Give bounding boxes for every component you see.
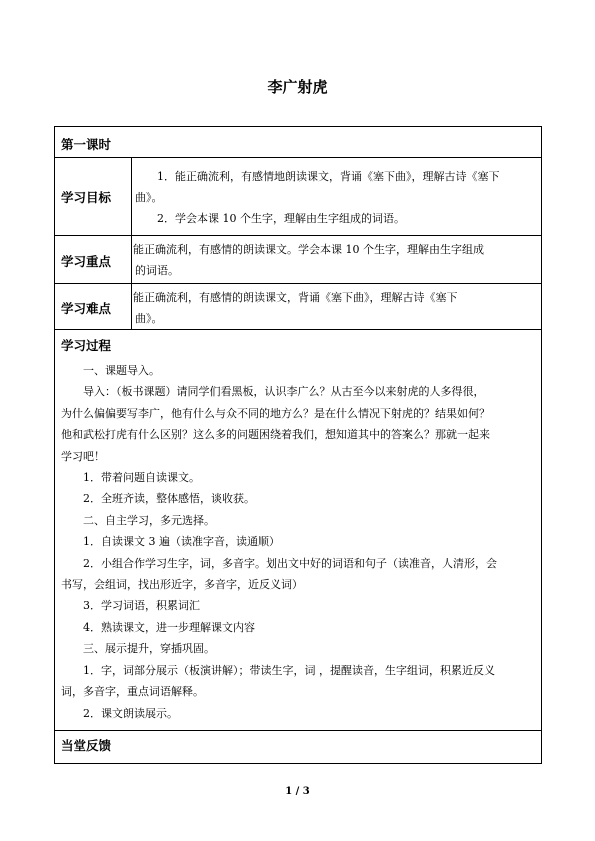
goals-line: 2．学会本课 10 个生字，理解由生字组成的词语。 xyxy=(157,212,405,225)
process-content xyxy=(61,336,536,724)
process-line: 书写，会组词，找出形近字，多音字，近反义词） xyxy=(61,578,303,592)
process-line: 3．学习词语，积累词汇 xyxy=(83,599,200,613)
goals-label-cell xyxy=(55,158,132,235)
key-points-line: 能正确流利，有感情的朗读课文。学会本课 10 个生字，理解由生字组成 xyxy=(133,243,484,256)
key-points-row xyxy=(55,236,541,284)
difficulties-label: 学习难点 xyxy=(61,301,112,316)
process-line: 2．全班齐读，整体感悟，谈收获。 xyxy=(83,492,255,506)
process-line: 2．小组合作学习生字，词，多音字。划出文中好的词语和句子（读准音，人清形，会 xyxy=(83,556,497,570)
key-points-line: 的词语。 xyxy=(135,264,179,277)
lesson-table xyxy=(54,126,542,764)
goals-label: 学习目标 xyxy=(61,190,112,205)
feedback-label: 当堂反馈 xyxy=(61,738,112,753)
process-line: 他和武松打虎有什么区别？这么多的问题困绕着我们，想知道其中的答案么？那就一起来 xyxy=(61,428,490,442)
difficulties-content xyxy=(111,287,535,329)
process-line: 学习吧！ xyxy=(61,449,105,463)
process-line: 词，多音字，重点词语解释。 xyxy=(61,685,204,699)
lesson-row xyxy=(55,127,541,158)
process-line: 4．熟读课文，进一步理解课文内容 xyxy=(83,620,255,634)
goals-line: 1．能正确流利，有感情地朗读课文，背诵《塞下曲》，理解古诗《塞下 xyxy=(157,170,500,183)
process-line: 1．自读课文 3 遍（读准字音，读通顺） xyxy=(83,535,280,549)
process-line: 为什么偏偏要写李广，他有什么与众不同的地方么？是在什么情况下射虎的？结果如何？ xyxy=(61,406,490,420)
process-row xyxy=(55,330,541,731)
feedback-row xyxy=(55,731,541,763)
page-number: 1 / 3 xyxy=(285,786,310,797)
process-line: 一、课题导入。 xyxy=(83,364,160,377)
difficulties-row xyxy=(55,284,541,330)
key-points-label: 学习重点 xyxy=(61,254,112,269)
process-line: 1．字，词部分展示（板演讲解）；带读生字，词 ，提醒读音，生字组词，积累近反义 xyxy=(83,663,495,677)
process-line: 二、自主学习，多元选择。 xyxy=(83,513,215,527)
difficulties-line: 曲》。 xyxy=(135,312,163,325)
document-title: 李广射虎 xyxy=(267,78,328,96)
process-line: 2．课文朗读展示。 xyxy=(83,706,178,720)
goals-line: 曲》。 xyxy=(135,191,163,204)
process-line: 1．带着问题自读课文。 xyxy=(83,471,200,485)
lesson-label: 第一课时 xyxy=(61,137,112,152)
difficulties-line: 能正确流利，有感情的朗读课文，背诵《塞下曲》，理解古诗《塞下 xyxy=(133,291,458,304)
goals-row xyxy=(55,158,541,236)
key-points-content xyxy=(111,239,535,281)
process-label: 学习过程 xyxy=(61,338,112,353)
goals-content xyxy=(135,166,535,229)
process-line: 三、展示提升，穿插巩固。 xyxy=(83,642,215,656)
process-line: 导入：（板书课题）请同学们看黑板，认识李广么？从古至今以来射虎的人多得很， xyxy=(83,385,485,399)
